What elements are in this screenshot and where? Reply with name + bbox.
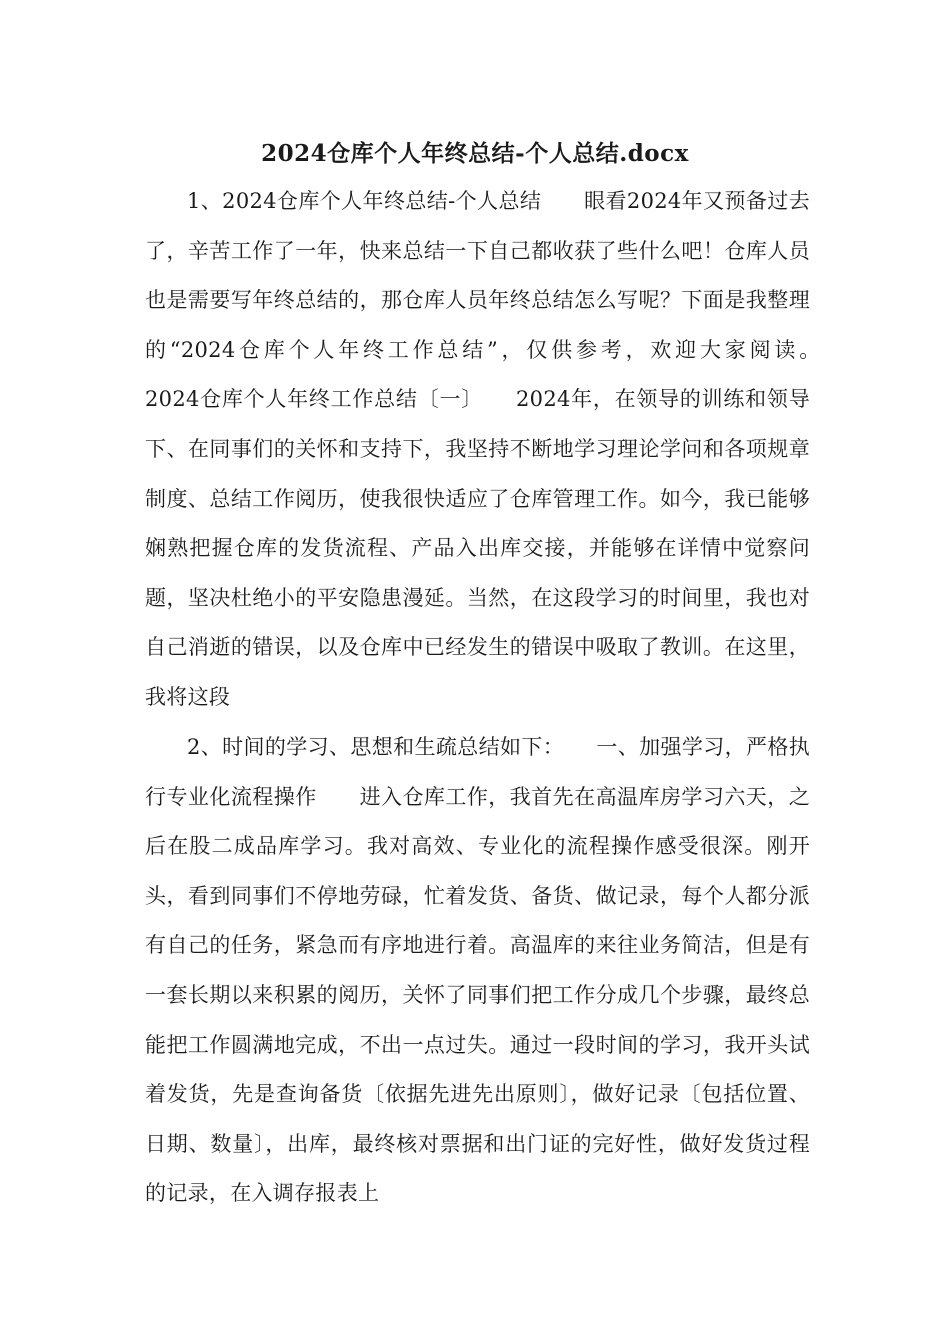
document-title: 2024仓库个人年终总结-个人总结.docx xyxy=(261,140,689,167)
paragraph-2: 2、时间的学习、思想和生疏总结如下： 一、加强学习，严格执行专业化流程操作 进入仓库工作，我首先在高温库房学习六天，之后在股二成品库学习。我对高效、专业化的流程操作感受很深。刚开头，看到同事们不停地劳碌，忙着发货、备货、做记录，每个人都分派有自己的任务，紧急而有序地进行着。高温库的来往业务简洁，但是有一套长期以来积累的阅历，关怀了同事们把工作分成几个步骤，最终总能把工作圆满地完成，不出一点过失。通过一段时间的学习，我开头试着发货，先是查询备货〔依据先进先出原则〕，做好记录〔包括位置、日期、数量〕，出库，最终核对票据和出门证的完好性，做好发货过程的记录，在入调存报表上 xyxy=(145,735,810,1206)
paragraph-1: 1、2024仓库个人年终总结-个人总结 眼看2024年又预备过去了，辛苦工作了一年，快来总结一下自己都收获了些什么吧！仓库人员也是需要写年终总结的，那仓库人员年终总结怎么写呢？下面是我整理的“2024仓库个人年终工作总结”，仅供参考，欢迎大家阅读。 2024仓库个人年终工作总结〔一〕 2024年，在领导的训练和领导下、在同事们的关怀和支持下，我坚持不断地学习理论学问和各项规章制度、总结工作阅历，使我很快适应了仓库管理工作。如今，我已能够娴熟把握仓库的发货流程、产品入出库交接，并能够在详情中觉察问题，坚决杜绝小的平安隐患漫延。当然，在这段学习的时间里，我也对自己消逝的错误，以及仓库中已经发生的错误中吸取了教训。在这里，我将这段 xyxy=(145,189,853,709)
